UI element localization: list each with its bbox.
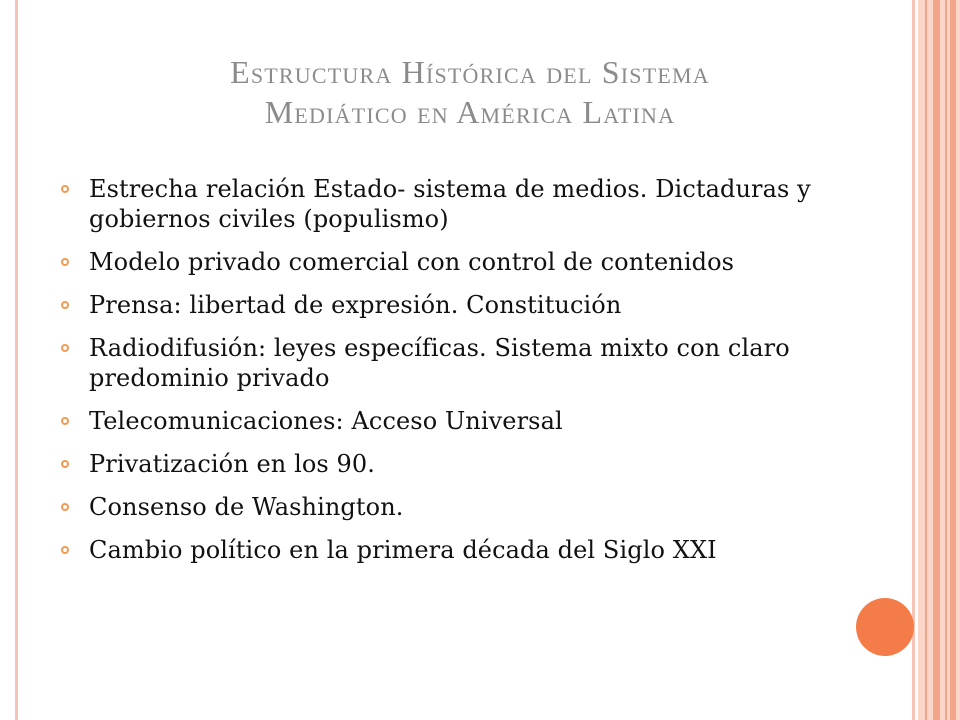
bullet-text: Radiodifusión: leyes específicas. Sistema mixto con claro predominio privado (89, 334, 790, 392)
bullet-text: Telecomunicaciones: Acceso Universal (89, 407, 563, 435)
decorative-stripe (933, 0, 940, 720)
bullet-list (60, 174, 850, 565)
hollow-circle-icon (61, 460, 69, 468)
bullet-item (60, 247, 850, 277)
bullet-text: Modelo privado comercial con control de contenidos (89, 248, 735, 276)
hollow-circle-icon (61, 301, 69, 309)
decorative-stripe (925, 0, 927, 720)
bullet-text: Cambio político en la primera década del Siglo XXI (89, 536, 717, 564)
title-line-2: Mediático en América Latina (264, 94, 676, 130)
orange-circle-icon (856, 598, 914, 656)
hollow-circle-icon (61, 185, 69, 193)
hollow-circle-icon (61, 503, 69, 511)
bullet-item (60, 449, 850, 479)
hollow-circle-icon (61, 417, 69, 425)
bullet-text: Privatización en los 90. (89, 450, 376, 478)
bullet-item (60, 290, 850, 320)
decorative-stripe (945, 0, 947, 720)
bullet-text: Prensa: libertad de expresión. Constitución (89, 291, 622, 319)
decorative-stripe (950, 0, 956, 720)
bullet-item (60, 174, 850, 234)
bullet-text: Consenso de Washington. (89, 493, 404, 521)
bullet-item (60, 406, 850, 436)
bullet-item (60, 492, 850, 522)
title-line-1: Estructura Hístórica del Sistema (230, 54, 710, 90)
bullet-text: Estrecha relación Estado- sistema de medios. Dictaduras y gobiernos civiles (populismo) (89, 175, 811, 233)
hollow-circle-icon (61, 546, 69, 554)
bullet-item (60, 535, 850, 565)
hollow-circle-icon (61, 258, 69, 266)
hollow-circle-icon (61, 344, 69, 352)
slide-title (90, 52, 850, 132)
bullet-item (60, 333, 850, 393)
